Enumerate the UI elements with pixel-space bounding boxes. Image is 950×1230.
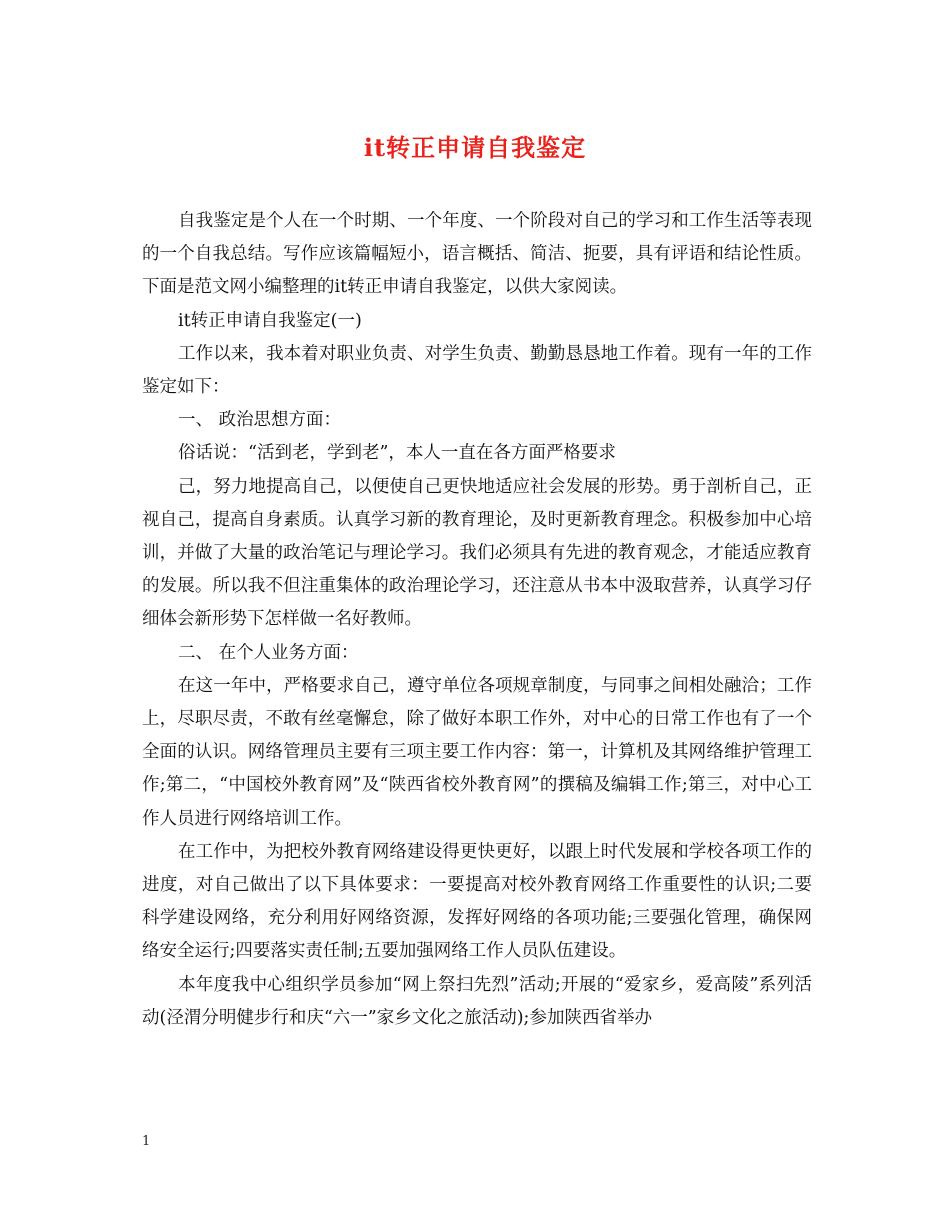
- paragraph-saying: 俗话说：“活到老，学到老”，本人一直在各方面严格要求: [178, 443, 616, 464]
- paragraph-business: 在这一年中，严格要求自己，遵守单位各项规章制度，与同事之间相处融洽；工作上，尽职尽责，不敢有丝毫懈怠，除了做好本职工作外，对中心的日常工作也有了一个全面的认识。网络管理员主要有三项主要工作内容：第一，计算机及其网络维护管理工作;第二，“中国校外教育网”及“陕西省校外教育网”的撰稿及编辑工作;第三，对中心工作人员进行网络培训工作。: [142, 675, 812, 829]
- page-number: 1: [142, 1134, 151, 1149]
- section-heading-business: 二、 在个人业务方面：: [178, 642, 359, 663]
- paragraph-opening: 工作以来，我本着对职业负责、对学生负责、勤勤恳恳地工作着。现有一年的工作鉴定如下：: [142, 343, 812, 398]
- paragraph-network: 在工作中，为把校外教育网络建设得更快更好，以跟上时代发展和学校各项工作的进度，对自己做出了以下具体要求：一要提高对校外教育网络工作重要性的认识;二要科学建设网络，充分利用好网络资源，发挥好网络的各项功能;三要强化管理，确保网络安全运行;四要落实责任制;五要加强网络工作人员队伍建设。: [142, 841, 812, 962]
- document-title: it转正申请自我鉴定: [363, 133, 587, 162]
- document-body: [142, 205, 812, 1035]
- section-heading-political: 一、 政治思想方面：: [178, 410, 342, 431]
- paragraph-activities: 本年度我中心组织学员参加“网上祭扫先烈”活动;开展的“爱家乡，爱高陵”系列活动(泾渭分明健步行和庆“六一”家乡文化之旅活动);参加陕西省举办: [142, 974, 812, 1028]
- paragraph-political: 己，努力地提高自己，以便使自己更快地适应社会发展的形势。勇于剖析自己，正视自己，提高自身素质。认真学习新的教育理论，及时更新教育理念。积极参加中心培训，并做了大量的政治笔记与理论学习。我们必须具有先进的教育观念，才能适应教育的发展。所以我不但注重集体的政治理论学习，还注意从书本中汲取营养，认真学习仔细体会新形势下怎样做一名好教师。: [142, 476, 812, 630]
- section-subtitle: it转正申请自我鉴定(一): [178, 310, 362, 331]
- paragraph-intro: 自我鉴定是个人在一个时期、一个年度、一个阶段对自己的学习和工作生活等表现的一个自我总结。写作应该篇幅短小，语言概括、简洁、扼要，具有评语和结论性质。下面是范文网小编整理的it转正申请自我鉴定，以供大家阅读。: [142, 211, 812, 298]
